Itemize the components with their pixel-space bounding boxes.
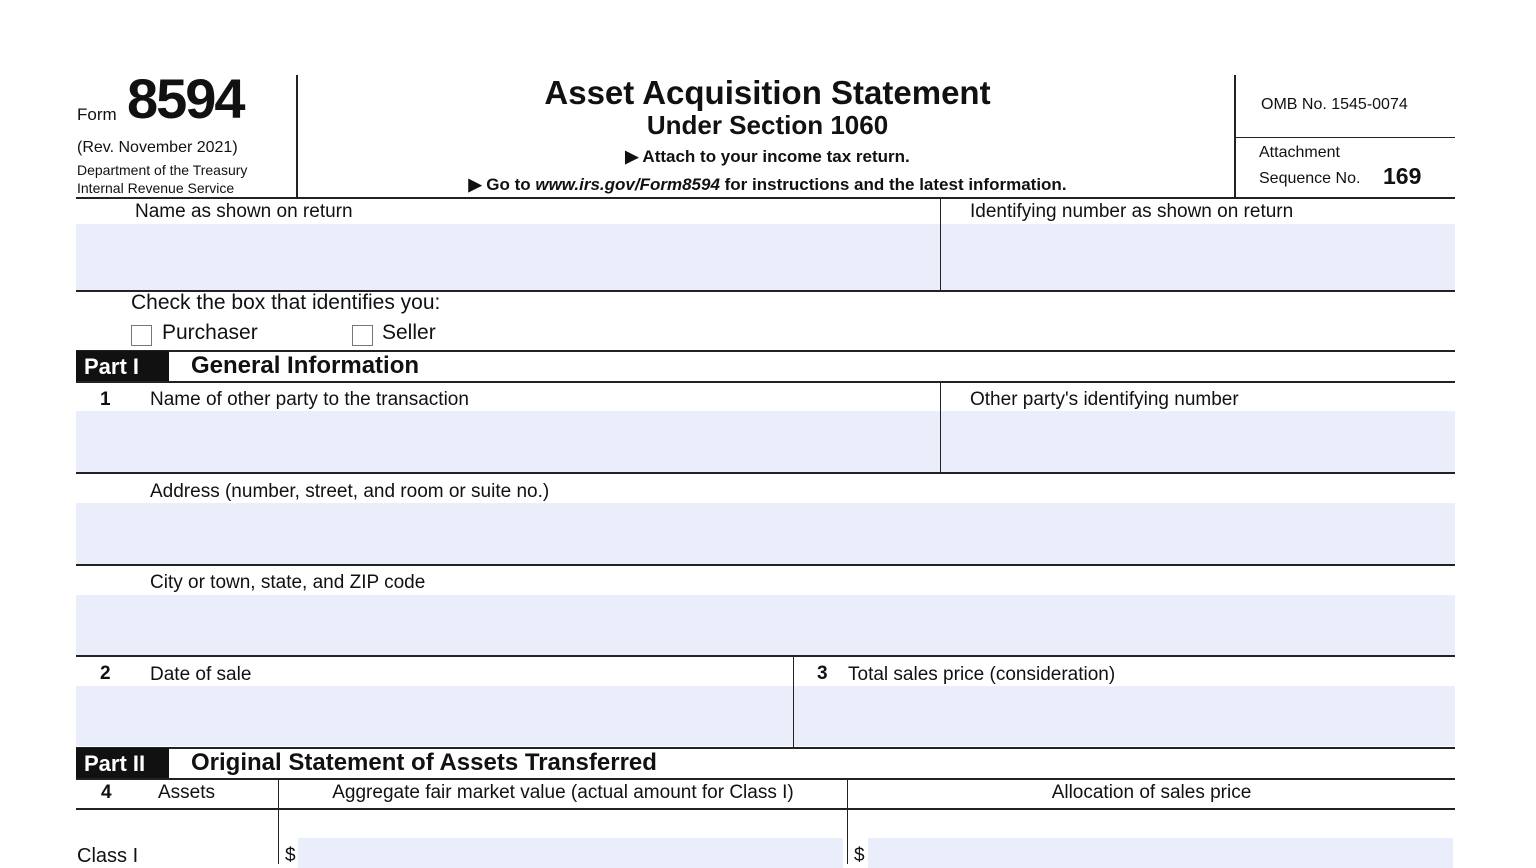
part2-title: Original Statement of Assets Transferred — [191, 749, 657, 776]
id-label: Identifying number as shown on return — [970, 201, 1294, 222]
goto-instruction — [300, 175, 1235, 195]
part1-title: General Information — [191, 352, 420, 379]
attach-instruction: ▶ Attach to your income tax return. — [625, 147, 910, 166]
omb-number: OMB No. 1545-0074 — [1261, 96, 1408, 113]
seller-checkbox[interactable] — [352, 325, 373, 346]
name-field[interactable] — [76, 224, 940, 290]
seller-label: Seller — [382, 321, 436, 344]
form-word: Form — [77, 105, 117, 124]
other-party-id-field[interactable] — [941, 411, 1455, 472]
form-title: Asset Acquisition Statement — [544, 74, 991, 111]
purchaser-label: Purchaser — [162, 321, 258, 344]
check-label: Check the box that identifies you: — [131, 291, 441, 314]
fmv-header: Aggregate fair market value (actual amount for Class I) — [332, 782, 794, 803]
city-field[interactable] — [76, 595, 1455, 655]
assets-header: Assets — [158, 782, 216, 803]
form-subtitle: Under Section 1060 — [646, 110, 889, 140]
city-label: City or town, state, and ZIP code — [150, 572, 426, 593]
name-label: Name as shown on return — [135, 201, 353, 222]
sequence-number: 169 — [1383, 163, 1422, 189]
class1-fmv-dollar: $ — [285, 845, 296, 866]
class1-label: Class I — [77, 845, 139, 867]
id-field[interactable] — [941, 224, 1455, 290]
attachment-label: Attachment — [1259, 144, 1340, 161]
part2-badge: Part II — [76, 748, 169, 779]
sequence-label: Sequence No. — [1259, 170, 1361, 187]
other-party-name-field[interactable] — [76, 411, 940, 472]
irs: Internal Revenue Service — [77, 180, 235, 196]
purchaser-checkbox[interactable] — [131, 325, 152, 346]
line4-number: 4 — [101, 782, 112, 803]
address-label: Address (number, street, and room or suite no.) — [150, 481, 550, 502]
revision: (Rev. November 2021) — [77, 139, 238, 156]
form-number: 8594 — [127, 67, 244, 130]
line2-number: 2 — [100, 663, 111, 684]
allocation-header: Allocation of sales price — [1051, 782, 1252, 803]
other-id-label: Other party's identifying number — [970, 389, 1239, 410]
part1-badge: Part I — [76, 351, 169, 382]
line3-number: 3 — [817, 663, 828, 684]
department: Department of the Treasury — [77, 162, 248, 178]
goto-prefix: ▶ Go to — [468, 175, 536, 194]
line1-number: 1 — [100, 389, 111, 410]
line2-label: Date of sale — [150, 664, 252, 685]
goto-suffix: for instructions and the latest information. — [719, 175, 1067, 194]
line3-label: Total sales price (consideration) — [848, 664, 1116, 685]
date-of-sale-field[interactable] — [76, 686, 793, 746]
line1-label: Name of other party to the transaction — [150, 389, 469, 410]
total-sales-price-field[interactable] — [794, 686, 1455, 746]
class1-alloc-dollar: $ — [854, 845, 865, 866]
address-field[interactable] — [76, 503, 1455, 564]
irs-link[interactable]: www.irs.gov/Form8594 — [535, 175, 720, 194]
